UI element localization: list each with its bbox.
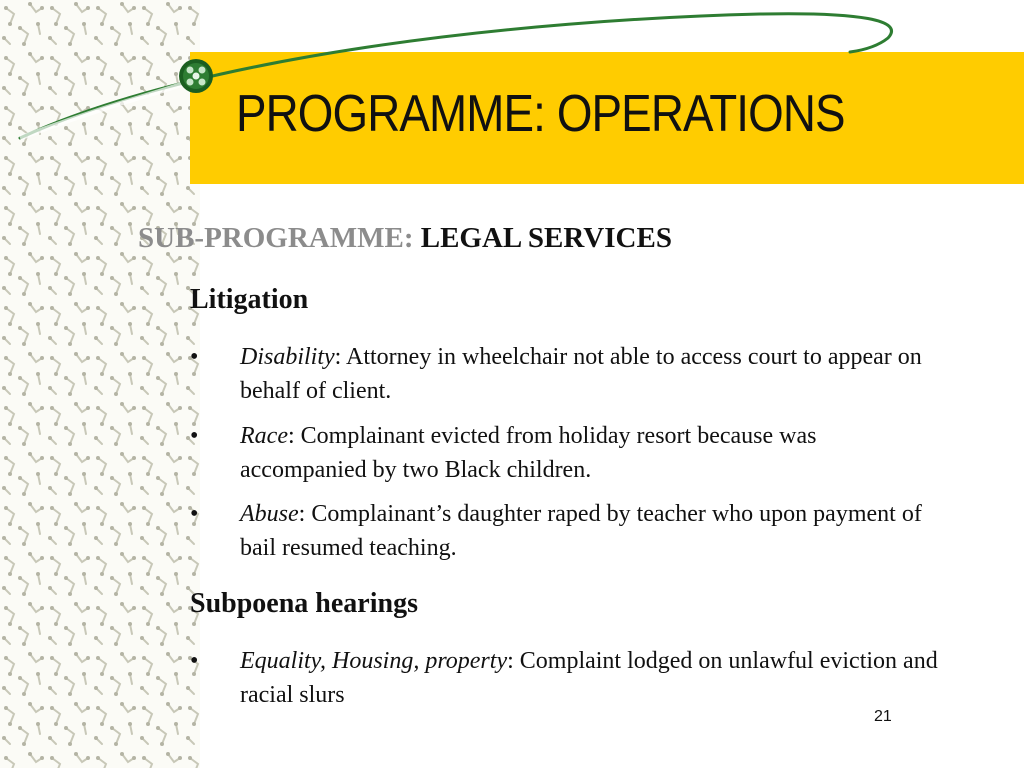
bullet-dot: • xyxy=(190,344,199,370)
bullet-description: : Complainant evicted from holiday resort because was accompanied by two Black children. xyxy=(240,423,817,483)
background-pattern xyxy=(0,0,200,768)
subprogramme-value: LEGAL SERVICES xyxy=(420,222,672,254)
bullet-text xyxy=(240,340,940,408)
bullet-dot: • xyxy=(190,501,199,527)
bullet-description: : Complainant’s daughter raped by teacher who upon payment of bail resumed teaching. xyxy=(240,501,922,561)
bullet-text xyxy=(240,497,940,565)
bullet-dot: • xyxy=(190,423,199,449)
section-heading-litigation: Litigation xyxy=(190,284,309,315)
bullet-term: Disability xyxy=(240,344,335,370)
bullet-term: Equality, Housing, property xyxy=(240,648,508,674)
bullet-text xyxy=(240,644,940,712)
subprogramme-label: SUB-PROGRAMME: xyxy=(138,222,414,254)
bullet-dot: • xyxy=(190,648,199,674)
subprogramme-line xyxy=(138,222,672,255)
bullet-term: Race xyxy=(240,423,288,449)
section-heading-subpoena: Subpoena hearings xyxy=(190,588,418,619)
bullet-text xyxy=(240,419,940,487)
bullet-description: : Attorney in wheelchair not able to access court to appear on behalf of client. xyxy=(240,344,922,404)
bullet-term: Abuse xyxy=(240,501,299,527)
bullet-description: : Complaint lodged on unlawful eviction and racial slurs xyxy=(240,648,938,708)
page-number: 21 xyxy=(874,708,892,725)
slide-title: PROGRAMME: OPERATIONS xyxy=(236,85,845,143)
